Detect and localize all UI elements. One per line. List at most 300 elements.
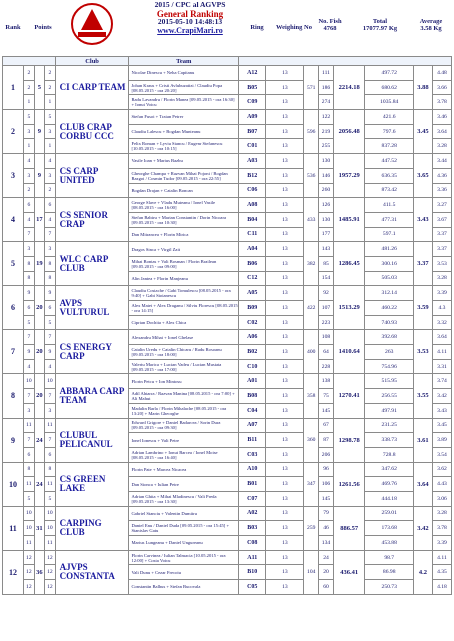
team-average-cell: 3.37 — [432, 242, 451, 257]
club-average-cell: 3.42 — [413, 506, 432, 550]
club-fish-cell: 382 — [304, 242, 319, 286]
club-fish-cell: 104 — [304, 550, 319, 594]
ring-cell: B05 — [239, 80, 266, 95]
ring-cell: C05 — [239, 580, 266, 595]
team-average-cell: 3.42 — [432, 389, 451, 404]
club-name-cell: CS CARP UNITED — [55, 154, 129, 198]
team-kg-cell: 477.31 — [365, 212, 413, 227]
ring-cell: C12 — [239, 271, 266, 286]
team-kg-cell: 481.26 — [365, 242, 413, 257]
club-name-cell: CLUBUL PELICANUL — [55, 418, 129, 462]
team-rank-cell: 7 — [24, 389, 35, 404]
team-points-cell: 3 — [45, 168, 56, 183]
ring-cell: B07 — [239, 124, 266, 139]
ring-cell: B04 — [239, 212, 266, 227]
team-rank-cell: 9 — [24, 345, 35, 360]
team-kg-cell: 421.6 — [365, 110, 413, 125]
weighing-cell: 13 — [266, 550, 304, 565]
club-average-cell: 3.37 — [413, 242, 432, 286]
club-name-cell: CS GREEN LAKE — [55, 462, 129, 506]
club-average-cell: 3.55 — [413, 374, 432, 418]
team-points-cell: 12 — [45, 580, 56, 595]
weighing-cell: 13 — [266, 198, 304, 213]
team-points-cell: 9 — [45, 345, 56, 360]
club-fish-cell: 259 — [304, 506, 319, 550]
team-fish-cell: 260 — [319, 183, 334, 198]
team-fish-cell: 107 — [319, 301, 334, 316]
rank-header: Rank — [5, 24, 21, 31]
table-row — [3, 286, 452, 301]
weighing-header: Weighing No — [276, 24, 312, 31]
team-average-cell: 4.43 — [432, 477, 451, 492]
team-kg-cell: 98.7 — [365, 550, 413, 565]
weighing-cell: 13 — [266, 154, 304, 169]
rank-cell: 7 — [3, 330, 24, 374]
team-members-cell: Alexandru Mihai + Ionel Ghelase — [129, 330, 239, 345]
team-kg-cell: 447.52 — [365, 154, 413, 169]
ranking-body — [3, 66, 452, 595]
team-fish-cell: 219 — [319, 124, 334, 139]
team-members-cell: Gheorghe Champa + Razvan Mihai Pojoni / Bogdan Razgoi / Cosmin Tudor [09.05.2015 - ora 22:55] — [129, 168, 239, 183]
ring-cell: A12 — [239, 66, 266, 81]
team-average-cell: 3.64 — [432, 330, 451, 345]
team-points-cell: 5 — [45, 491, 56, 506]
team-members-cell: Ionel Ionescu + Vali Petre — [129, 433, 239, 448]
team-average-cell: 3.64 — [432, 124, 451, 139]
team-rank-cell: 5 — [24, 491, 35, 506]
ring-cell: C03 — [239, 447, 266, 462]
weighing-cell: 13 — [266, 110, 304, 125]
team-members-cell: Felix Roman + Lyviu Stancu / Eugenr Stefanescu [10.05.2015 - ora 10:15] — [129, 139, 239, 154]
team-points-cell: 2 — [45, 183, 56, 198]
team-fish-cell: 143 — [319, 242, 334, 257]
team-points-cell: 11 — [45, 536, 56, 551]
weighing-cell: 13 — [266, 506, 304, 521]
club-total-cell: 886.57 — [333, 506, 365, 550]
team-average-cell: 3.31 — [432, 359, 451, 374]
team-average-cell: 3.28 — [432, 506, 451, 521]
team-rank-cell: 1 — [24, 95, 35, 110]
weighing-cell: 13 — [266, 418, 304, 433]
team-points-cell: 5 — [45, 110, 56, 125]
team-kg-cell: 231.25 — [365, 418, 413, 433]
team-kg-cell: 597.1 — [365, 227, 413, 242]
club-total-cell: 1410.64 — [333, 330, 365, 374]
points-cell: 20 — [34, 374, 45, 418]
ring-cell: A02 — [239, 506, 266, 521]
club-fish-cell: 571 — [304, 66, 319, 110]
club-name-cell: AJVPS CONSTANTA — [55, 550, 129, 594]
club-average-cell: 3.61 — [413, 418, 432, 462]
team-kg-cell: 873.42 — [365, 183, 413, 198]
team-average-cell: 3.89 — [432, 433, 451, 448]
team-rank-cell: 8 — [24, 462, 35, 477]
club-fish-cell: 400 — [304, 330, 319, 374]
weighing-cell: 13 — [266, 315, 304, 330]
team-members-cell: Daniel Enu / Daniel Duda [09.05.2015 - ora 15:45] + Stanislav Gatu — [129, 521, 239, 536]
rank-cell: 9 — [3, 418, 24, 462]
team-members-cell: Adil Ahtarra / Razvan Manina [08.05.2015 - ora 7:00] + Ali Mahut — [129, 389, 239, 404]
team-rank-cell: 1 — [24, 139, 35, 154]
ring-cell: B08 — [239, 389, 266, 404]
club-average-cell: 3.53 — [413, 330, 432, 374]
team-members-cell: Alin Jantea + Florin Manjeanu — [129, 271, 239, 286]
team-points-cell: 3 — [45, 124, 56, 139]
crapi-mari-logo — [70, 2, 114, 46]
ring-cell: A09 — [239, 110, 266, 125]
team-kg-cell: 636.35 — [365, 168, 413, 183]
ranking-title: General Ranking — [156, 8, 224, 19]
club-name-cell: AVPS VULTURUL — [55, 286, 129, 330]
team-points-cell: 6 — [45, 198, 56, 213]
team-points-cell: 7 — [45, 330, 56, 345]
team-fish-cell: 60 — [319, 580, 334, 595]
team-average-cell: 3.78 — [432, 95, 451, 110]
rank-points-spacer — [3, 57, 56, 66]
ring-cell: A01 — [239, 374, 266, 389]
team-fish-cell: 146 — [319, 168, 334, 183]
team-rank-cell: 10 — [24, 374, 35, 389]
team-rank-cell: 3 — [24, 168, 35, 183]
points-cell: 5 — [34, 66, 45, 110]
club-name-cell: CS ENERGY CARP — [55, 330, 129, 374]
rank-cell: 1 — [3, 66, 24, 110]
team-kg-cell: 444.18 — [365, 491, 413, 506]
stats-spacer — [239, 57, 452, 66]
average-header — [410, 18, 452, 32]
team-points-cell: 1 — [45, 95, 56, 110]
team-average-cell: 4.48 — [432, 66, 451, 81]
team-kg-cell: 411.5 — [365, 198, 413, 213]
ring-cell: C11 — [239, 227, 266, 242]
team-kg-cell: 173.68 — [365, 521, 413, 536]
ring-cell: B01 — [239, 477, 266, 492]
club-name-cell: CI CARP TEAM — [55, 66, 129, 110]
club-total-cell: 1957.29 — [333, 154, 365, 198]
weighing-cell: 13 — [266, 66, 304, 81]
team-average-cell: 4.11 — [432, 345, 451, 360]
weighing-cell: 13 — [266, 168, 304, 183]
ring-cell: C10 — [239, 359, 266, 374]
team-average-cell: 3.67 — [432, 212, 451, 227]
team-average-cell: 3.78 — [432, 521, 451, 536]
team-kg-cell: 837.28 — [365, 139, 413, 154]
rank-cell: 10 — [3, 462, 24, 506]
team-fish-cell: 122 — [319, 110, 334, 125]
team-fish-cell: 46 — [319, 521, 334, 536]
team-kg-cell: 392.68 — [365, 330, 413, 345]
team-rank-cell: 6 — [24, 447, 35, 462]
weighing-cell: 13 — [266, 462, 304, 477]
team-points-cell: 12 — [45, 565, 56, 580]
weighing-cell: 13 — [266, 183, 304, 198]
club-name-cell: ABBARA CARP TEAM — [55, 374, 129, 418]
table-row — [3, 330, 452, 345]
team-rank-cell: 7 — [24, 330, 35, 345]
team-kg-cell: 754.96 — [365, 359, 413, 374]
team-fish-cell: 206 — [319, 447, 334, 462]
team-members-cell: Dan Sionca + Iulian Petre — [129, 477, 239, 492]
team-points-cell: 5 — [45, 315, 56, 330]
weighing-cell: 13 — [266, 286, 304, 301]
ring-cell: B02 — [239, 345, 266, 360]
weighing-cell: 13 — [266, 374, 304, 389]
team-points-cell: 2 — [45, 80, 56, 95]
club-total-cell: 436.41 — [333, 550, 365, 594]
club-total-cell: 1286.45 — [333, 242, 365, 286]
team-points-cell: 11 — [45, 477, 56, 492]
team-members-cell: Marius Lungeanu + Daniel Ungureanu — [129, 536, 239, 551]
team-points-cell: 1 — [45, 139, 56, 154]
club-average-cell: 3.45 — [413, 110, 432, 154]
team-fish-cell: 255 — [319, 139, 334, 154]
ring-cell: B06 — [239, 256, 266, 271]
team-rank-cell: 2 — [24, 66, 35, 81]
club-name-cell: CLUB CRAP CORBU CCC — [55, 110, 129, 154]
weighing-cell: 13 — [266, 80, 304, 95]
team-average-cell: 4.18 — [432, 580, 451, 595]
weighing-cell: 13 — [266, 521, 304, 536]
team-points-cell: 2 — [45, 66, 56, 81]
team-rank-cell: 3 — [24, 242, 35, 257]
average-label: Average — [419, 18, 443, 25]
team-kg-cell: 312.14 — [365, 286, 413, 301]
points-cell: 9 — [34, 110, 45, 154]
club-total-cell: 1261.56 — [333, 462, 365, 506]
team-members-cell: Nicolae Dinescu + Neha Capitanu — [129, 66, 239, 81]
team-fish-cell: 186 — [319, 80, 334, 95]
team-kg-cell: 680.62 — [365, 80, 413, 95]
club-fish-cell: 347 — [304, 462, 319, 506]
club-average-cell: 3.43 — [413, 198, 432, 242]
club-column-header: Club — [55, 57, 129, 66]
weighing-cell: 13 — [266, 580, 304, 595]
team-fish-cell: 24 — [319, 550, 334, 565]
team-points-cell: 4 — [45, 359, 56, 374]
club-name-cell: WLC CARP CLUB — [55, 242, 129, 286]
team-fish-cell: 126 — [319, 198, 334, 213]
team-members-cell: Vali Dunu + Cezar Frecoiu — [129, 565, 239, 580]
club-name-cell: CARPING CLUB — [55, 506, 129, 550]
rank-cell: 6 — [3, 286, 24, 330]
club-average-cell: 3.88 — [413, 66, 432, 110]
team-average-cell: 3.54 — [432, 447, 451, 462]
team-average-cell: 3.32 — [432, 315, 451, 330]
table-row — [3, 462, 452, 477]
team-kg-cell: 300.16 — [365, 256, 413, 271]
team-kg-cell: 797.6 — [365, 124, 413, 139]
team-members-cell: Stefan Babiru + Marian Constantin / Dorin Nicoara [09.05.2015 - ora 10:30] — [129, 212, 239, 227]
team-points-cell: 6 — [45, 301, 56, 316]
team-points-cell: 7 — [45, 227, 56, 242]
ring-cell: B10 — [239, 565, 266, 580]
team-points-cell: 8 — [45, 256, 56, 271]
ring-cell: A05 — [239, 286, 266, 301]
team-average-cell: 3.28 — [432, 139, 451, 154]
weighing-cell: 13 — [266, 330, 304, 345]
table-row — [3, 110, 452, 125]
team-average-cell: 3.66 — [432, 80, 451, 95]
team-rank-cell: 6 — [24, 301, 35, 316]
team-fish-cell: 20 — [319, 565, 334, 580]
points-cell: 31 — [34, 506, 45, 550]
team-fish-cell: 108 — [319, 330, 334, 345]
team-points-cell: 10 — [45, 521, 56, 536]
weighing-cell: 13 — [266, 403, 304, 418]
title-block — [120, 1, 260, 35]
weighing-cell: 13 — [266, 271, 304, 286]
event-title: 2015 / CPC al AGVPS — [154, 0, 226, 9]
weighing-cell: 13 — [266, 301, 304, 316]
team-members-cell: Florin Pate + Marcea Nicacea — [129, 462, 239, 477]
team-kg-cell: 250.73 — [365, 580, 413, 595]
team-average-cell: 3.39 — [432, 286, 451, 301]
ranking-timestamp: 2015-05-10 14:48:13 — [157, 17, 223, 26]
team-fish-cell: 138 — [319, 374, 334, 389]
team-members-cell: Vasile Ioan + Marius Bazbu — [129, 154, 239, 169]
team-average-cell: 4.36 — [432, 168, 451, 183]
weighing-cell: 13 — [266, 242, 304, 257]
club-fish-cell: 360 — [304, 418, 319, 462]
ring-cell: B03 — [239, 521, 266, 536]
table-row — [3, 506, 452, 521]
team-points-cell: 8 — [45, 462, 56, 477]
team-average-cell: 3.74 — [432, 374, 451, 389]
points-cell: 20 — [34, 286, 45, 330]
team-kg-cell: 728.8 — [365, 447, 413, 462]
team-average-cell: 3.46 — [432, 110, 451, 125]
team-points-cell: 3 — [45, 403, 56, 418]
team-fish-cell: 85 — [319, 256, 334, 271]
team-members-cell: Edward Grigore + Daniel Badarcea / Sorin Dura [09.05.2015 - ora 09:30] — [129, 418, 239, 433]
team-rank-cell: 3 — [24, 403, 35, 418]
total-header — [360, 18, 400, 32]
team-average-cell: 4.11 — [432, 550, 451, 565]
team-fish-cell: 79 — [319, 506, 334, 521]
weighing-cell: 13 — [266, 447, 304, 462]
rank-cell: 11 — [3, 506, 24, 550]
rank-cell: 5 — [3, 242, 24, 286]
team-members-cell: Adrian Lambrino + Ionut Barcea / Ionel Moise [08.05.2015 - ora 16:40] — [129, 447, 239, 462]
ring-cell: C04 — [239, 403, 266, 418]
team-average-cell: 3.28 — [432, 271, 451, 286]
team-members-cell: Alex Matei + Alex Draganu / Silviu Florescu [08.05.2015 - ora 14:15] — [129, 301, 239, 316]
weighing-cell: 13 — [266, 139, 304, 154]
team-fish-cell: 223 — [319, 315, 334, 330]
weighing-cell: 13 — [266, 389, 304, 404]
table-row — [3, 374, 452, 389]
team-fish-cell: 111 — [319, 66, 334, 81]
team-kg-cell: 453.88 — [365, 536, 413, 551]
team-fish-cell: 75 — [319, 389, 334, 404]
team-average-cell: 3.36 — [432, 183, 451, 198]
team-average-cell: 3.43 — [432, 403, 451, 418]
weighing-cell: 13 — [266, 359, 304, 374]
report-header — [0, 0, 454, 62]
team-average-cell: 3.53 — [432, 256, 451, 271]
weighing-cell: 13 — [266, 477, 304, 492]
points-cell: 17 — [34, 198, 45, 242]
team-members-cell: Adrian Ghita + Mihai Mladinescu / Vali Preda [09.05.2015 - ora 13:30] — [129, 491, 239, 506]
team-members-cell: Constantin Balhus + Stefan Bucovala — [129, 580, 239, 595]
ring-header: Ring — [250, 24, 264, 31]
team-members-cell: Bogdan Drajan + Catalin Boncan — [129, 183, 239, 198]
weighing-cell: 13 — [266, 95, 304, 110]
team-fish-cell: 274 — [319, 95, 334, 110]
club-average-cell: 4.2 — [413, 550, 432, 594]
points-cell: 19 — [34, 242, 45, 286]
team-rank-cell: 5 — [24, 315, 35, 330]
team-points-cell: 9 — [45, 286, 56, 301]
club-fish-cell: 596 — [304, 110, 319, 154]
team-kg-cell: 497.91 — [365, 403, 413, 418]
rank-cell: 2 — [3, 110, 24, 154]
table-row — [3, 418, 452, 433]
table-row — [3, 198, 452, 213]
club-total-cell: 1298.78 — [333, 418, 365, 462]
ring-cell: A08 — [239, 198, 266, 213]
ring-cell: B12 — [239, 168, 266, 183]
team-average-cell: 4.35 — [432, 565, 451, 580]
team-fish-cell: 154 — [319, 271, 334, 286]
team-kg-cell: 460.22 — [365, 301, 413, 316]
ranking-table — [2, 56, 452, 595]
ring-cell: C09 — [239, 95, 266, 110]
team-rank-cell: 10 — [24, 506, 35, 521]
club-total-cell: 1513.29 — [333, 286, 365, 330]
team-rank-cell: 7 — [24, 433, 35, 448]
team-kg-cell: 469.76 — [365, 477, 413, 492]
club-total-cell: 2056.48 — [333, 110, 365, 154]
club-fish-cell: 422 — [304, 286, 319, 330]
team-rank-cell: 2 — [24, 183, 35, 198]
team-members-cell: Stefan Fusoi + Traian Petrer — [129, 110, 239, 125]
website-link[interactable]: www.CrapiMari.ro — [157, 25, 223, 35]
points-cell: 9 — [34, 154, 45, 198]
team-fish-cell: 67 — [319, 418, 334, 433]
ring-cell: B09 — [239, 301, 266, 316]
total-value: 17077.97 Kg — [362, 25, 398, 32]
team-members-cell: Florin Petcu + Ion Mintosu — [129, 374, 239, 389]
ring-cell: C02 — [239, 315, 266, 330]
team-fish-cell: 106 — [319, 477, 334, 492]
club-name-cell: CS SENIOR CRAP — [55, 198, 129, 242]
team-rank-cell: 12 — [24, 565, 35, 580]
team-rank-cell: 4 — [24, 212, 35, 227]
team-members-cell: Radu Lavandru / Florin Manea [09.05.2015 - ora 16:30] + Ionut Voicu — [129, 95, 239, 110]
team-fish-cell: 134 — [319, 536, 334, 551]
nofish-header — [316, 18, 344, 32]
ring-cell: B11 — [239, 433, 266, 448]
team-points-cell: 12 — [45, 550, 56, 565]
table-row — [3, 154, 452, 169]
team-average-cell: 3.06 — [432, 491, 451, 506]
rank-cell: 12 — [3, 550, 24, 594]
team-members-cell: Gabriel Stanciu + Valentin Dumitru — [129, 506, 239, 521]
club-total-cell: 2214.18 — [333, 66, 365, 110]
team-kg-cell: 497.72 — [365, 66, 413, 81]
table-row — [3, 242, 452, 257]
rank-cell: 8 — [3, 374, 24, 418]
team-kg-cell: 86.98 — [365, 565, 413, 580]
team-members-cell: Valeriu Marica + Lucian Vadeu / Lucian Mustata [09.05.2015 - ora 17:00] — [129, 359, 239, 374]
weighing-cell: 13 — [266, 256, 304, 271]
team-members-cell: Dan Mitrancea + Florin Mirica — [129, 227, 239, 242]
table-row — [3, 550, 452, 565]
team-fish-cell: 96 — [319, 462, 334, 477]
ring-cell: A11 — [239, 550, 266, 565]
team-fish-cell: 145 — [319, 491, 334, 506]
